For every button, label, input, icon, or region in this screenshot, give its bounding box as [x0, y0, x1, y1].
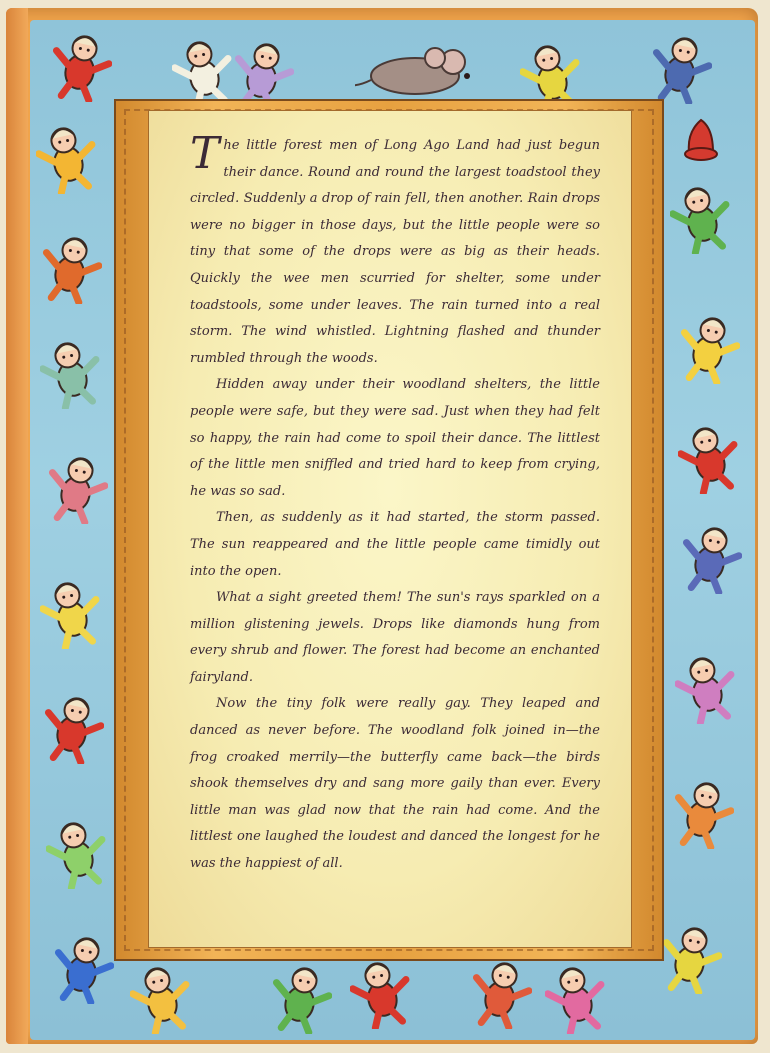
story-paragraph: Hidden away under their woodland shelters, the little people were safe, but they were sad. Just when they had felt so happy, the rain had come to spoil their dance. The littlest of the little men sniffled and tried hard to keep from crying, he was so sad.: [190, 377, 600, 499]
elf-figure: [52, 930, 114, 1004]
elf-figure: [46, 450, 108, 524]
elf-figure: [675, 650, 737, 724]
mouse-illustration: [355, 40, 485, 100]
red-hat-illustration: [683, 118, 719, 168]
elf-figure: [270, 960, 332, 1034]
elf-figure: [172, 34, 234, 108]
story-paragraph: What a sight greeted them! The sun's rays sparkled on a million glistening jewels. Drops like diamonds hung from every shrub and flower. The forest had become an enchanted fairyland.: [190, 590, 600, 685]
story-paragraph: The little forest men of Long Ago Land had just begun their dance. Round and round the largest toadstool they circled. Suddenly a drop of rain fell, then another. Rain drops were no bigger in those days, but the little people were so tiny that some of the drops were as big as their heads. Quickly the wee men scurried for shelter, some under toadstools, some under leaves. The rain turned into a real storm. The wind whistled. Lightning flashed and thunder rumbled through the woods.: [190, 128, 600, 366]
elf-figure: [670, 180, 732, 254]
elf-figure: [40, 335, 102, 409]
elf-figure: [678, 420, 740, 494]
elf-figure: [545, 960, 607, 1034]
story-paragraph: Then, as suddenly as it had started, the storm passed. The sun reappeared and the little people came timidly out into the open.: [190, 510, 600, 579]
page-spine: [6, 8, 28, 1044]
story-paragraph: Now the tiny folk were really gay. They leaped and danced as never before. The woodland folk joined in—the frog croaked merrily—the butterfly came back—the birds shook themselves dry and sang more gaily than ever. Every little man was glad now that the rain had come. And the littlest one laughed the loudest and danced the longest for he was the happiest of all.: [190, 696, 600, 872]
elf-figure: [50, 28, 112, 102]
elf-figure: [678, 310, 740, 384]
drop-cap: T: [190, 128, 220, 179]
elf-figure: [470, 955, 532, 1029]
elf-figure: [40, 230, 102, 304]
elf-figure: [680, 520, 742, 594]
elf-figure: [650, 30, 712, 104]
elf-figure: [672, 775, 734, 849]
elf-figure: [130, 960, 192, 1034]
elf-figure: [36, 120, 98, 194]
elf-figure: [350, 955, 412, 1029]
elf-figure: [42, 690, 104, 764]
elf-figure: [46, 815, 108, 889]
story-text: [190, 128, 600, 878]
elf-figure: [660, 920, 722, 994]
elf-figure: [40, 575, 102, 649]
